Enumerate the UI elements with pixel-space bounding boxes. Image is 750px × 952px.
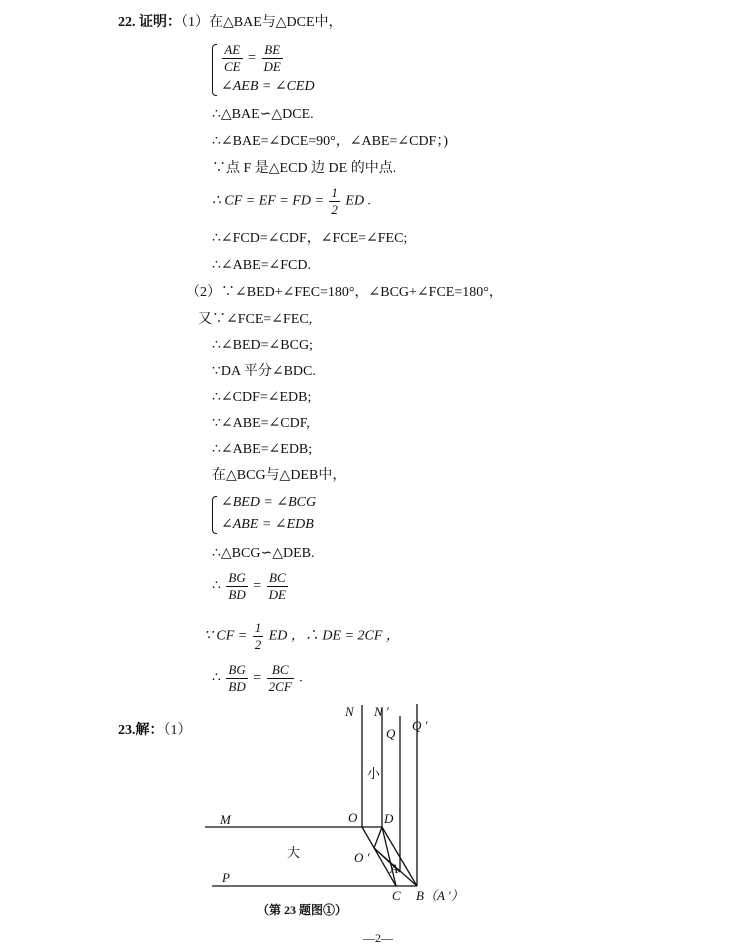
l18-n1: BG [228, 662, 246, 677]
q22-line-11: ∴∠CDF=∠EDB; [212, 390, 312, 405]
system2-b: ∠ABE = ∠EDB [221, 517, 314, 532]
l5-num: 1 [331, 185, 338, 200]
label-Q: Q [386, 726, 396, 741]
l18-n2: BC [267, 662, 294, 679]
l16-d1: BD [228, 587, 246, 602]
q22-line-2: ∴△BAE∽△DCE. [212, 107, 314, 122]
q22-line-8: 又∵∠FCE=∠FEC, [198, 312, 313, 327]
l5-b: ED . [345, 193, 372, 209]
label-Oprime: O ′ [354, 850, 370, 865]
label-Nprime: N ′ [374, 704, 389, 719]
l17-num: 1 [254, 620, 262, 635]
q22-part1-label: （1） [181, 15, 209, 30]
system1-angle: ∠AEB = ∠CED [221, 79, 315, 94]
l5-den: 2 [331, 202, 338, 217]
q22-title: 证明： [139, 15, 181, 30]
q22-line-14: 在△BCG与△DEB中， [212, 468, 347, 483]
page-number: —2— [363, 931, 393, 945]
s1-f1-den: CE [224, 59, 241, 74]
line-OprimeD [374, 827, 382, 848]
l16-d2: DE [268, 587, 287, 602]
label-small: 小 [367, 766, 381, 781]
label-O: O [348, 810, 358, 825]
q22-line-3: ∴∠BAE=∠DCE=90°，∠ABE=∠CDF；) [212, 134, 449, 149]
l18-post: . [299, 670, 303, 686]
q23-number: 23. [118, 723, 136, 738]
label-N: N [345, 704, 354, 719]
figure-caption: （第 23 题图①） [257, 903, 348, 917]
q22-line-13: ∴∠ABE=∠EDB; [212, 442, 313, 457]
l17-den: 2 [254, 637, 262, 652]
label-C: C [392, 888, 401, 903]
l18-pre: ∴ [212, 670, 221, 686]
q22-line-7: ∴∠ABE=∠FCD. [212, 258, 311, 273]
l18-eq: = [253, 670, 262, 686]
q22-part2: （2）∵∠BED+∠FEC=180°，∠BCG+∠FCE=180°， [186, 285, 503, 300]
l18-d1: BD [228, 679, 246, 694]
q22-line-1: 在△BAE与△DCE中， [209, 15, 343, 30]
s1-eq: = [248, 50, 257, 66]
l16-n2: BC [267, 570, 288, 587]
l17-b: ED ，∴ DE = 2CF ， [268, 628, 400, 644]
system2-a: ∠BED = ∠BCG [221, 495, 317, 510]
l16-n1: BG [228, 570, 246, 585]
label-A: A [390, 861, 398, 876]
q22-line-10: ∵DA 平分∠BDC. [212, 364, 316, 379]
s1-f1-num: AE [222, 42, 243, 59]
label-M: M [220, 812, 231, 827]
q22-line-4: ∵点 F 是△ECD 边 DE 的中点. [212, 161, 397, 176]
l18-d2: 2CF [268, 679, 292, 694]
q22-line-12: ∵∠ABE=∠CDF, [212, 416, 310, 431]
l16-eq: = [253, 578, 262, 594]
q22-line-6: ∴∠FCD=∠CDF，∠FCE=∠FEC; [212, 231, 408, 246]
s1-f2-den: DE [263, 59, 281, 74]
label-Qprime: Q ′ [412, 718, 428, 733]
s1-f2-num: BE [262, 42, 283, 59]
q23-title: 解： [135, 723, 164, 738]
l16-pre: ∴ [212, 578, 221, 594]
l17-a: ∵ CF = [204, 628, 248, 644]
q23-part1-label: （1） [163, 723, 192, 738]
q22-number: 22. [118, 15, 136, 30]
label-big: 大 [287, 845, 301, 860]
label-P: P [222, 870, 230, 885]
label-D: D [384, 811, 394, 826]
label-B: B（A ′） [416, 888, 464, 903]
q22-line-9: ∴∠BED=∠BCG; [212, 338, 313, 353]
l5-a: ∴ CF = EF = FD = [212, 193, 324, 209]
q22-line-15: ∴△BCG∽△DEB. [212, 546, 315, 561]
